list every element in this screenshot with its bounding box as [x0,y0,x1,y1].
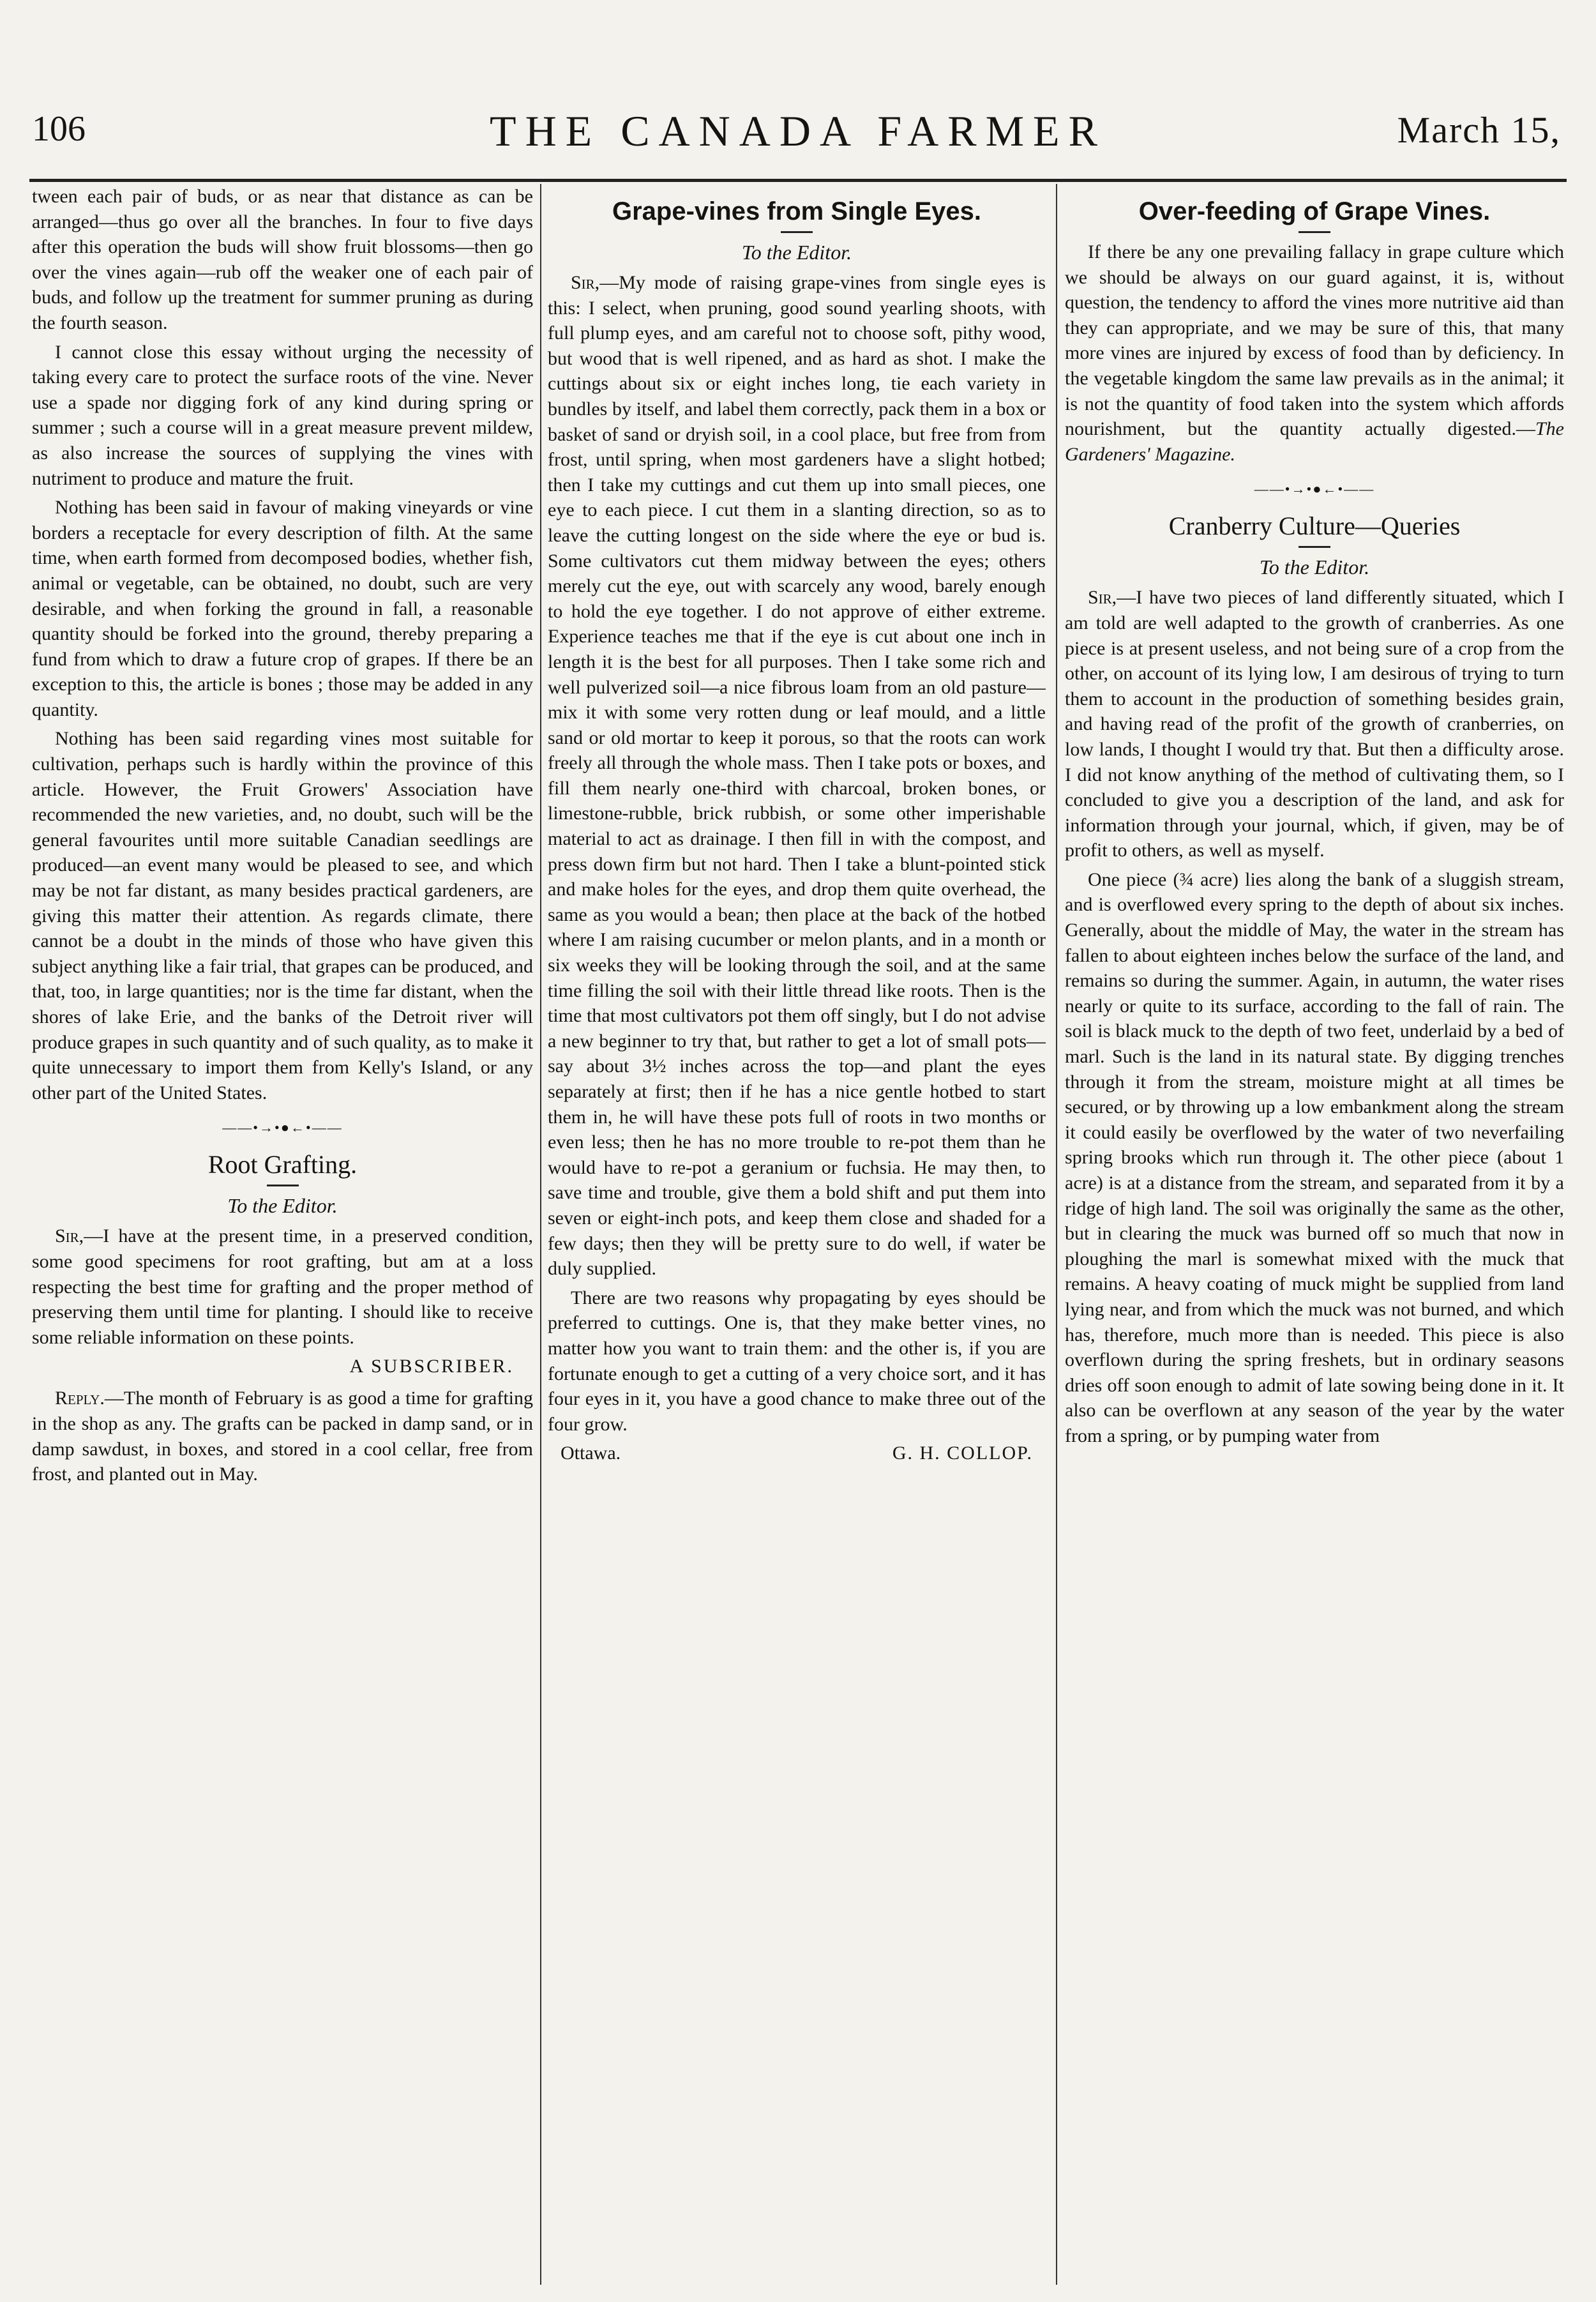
section-ornament: ——•→•●←•—— [1254,481,1375,497]
paragraph: tween each pair of buds, or as near that distance as can be arranged—thus go over all the branches. In four to five days after this operation the buds will show fruit blossoms—then go over the vines again—rub off the weaker one of each pair of buds, and follow up the treatment for summer pruning as during the fourth season. [32,186,533,333]
salutation: To the Editor. [741,241,852,264]
signature-row [561,1441,1033,1466]
paragraph [1065,239,1564,467]
article-heading-cranberry: Cranberry Culture—Queries [1168,511,1461,541]
reply-paragraph [32,1386,533,1487]
reply-lead: Reply. [55,1388,105,1409]
page-header [0,102,1596,172]
heading-rule [267,1185,299,1186]
article-heading-root-grafting: Root Grafting. [207,1150,358,1179]
letter-paragraph [32,1223,533,1350]
heading-rule [1299,546,1330,548]
header-rule [29,179,1567,182]
reply-body: —The month of February is as good a time for grafting in the shop as any. The grafts can be packed in damp sand, or in damp sawdust, in boxes, and stored in a cool cellar, free from frost, and planted out in May. [32,1388,533,1485]
paragraph-body: If there be any one prevailing fallacy in grape culture which we should be always on our guard against, it is, without question, the tendency to afford the vines more nutritive aid than they can appropriate, and we may be sure of this, that many more vines are injured by excess of food than by deficiency. In the vegetable kingdom the same law prevails as in the animal; it is not the quantity of food taken into the system which affords nourishment, but the quantity actually digested.— [1065,241,1564,440]
section-ornament: ——•→•●←•—— [222,1119,343,1136]
paragraph: One piece (¾ acre) lies along the bank of a sluggish stream, and is overflowed every spring to the depth of about six inches. Generally, about the middle of May, the water in the stream has fallen to about eighteen inches below the surface of the land, and remains so during the summer. Again, in autumn, the water rises nearly or quite to its surface, according to the fall of rain. The soil is black muck to the depth of two feet, underlaid by a bed of marl. Such is the land in its natural state. By digging trenches through it from the stream, moisture might at all times be secured, or by throwing up a low embankment along the stream it could easily be overflowed by the water of two neverfailing spring brooks which run through it. The other piece (about 1 acre) is at a distance from the stream, and separated from it by a ridge of high land. The soil was originally the same as the other, but in clearing the muck was burned off so much that now in ploughing the marl is somewhat mixed with the muck that remains. A heavy coating of muck might be supplied from land lying near, and from which the muck was not burned, and which has, therefore, much more than is needed. This piece is also overflown during the spring freshets, but in ordinary seasons dries off soon enough to admit of late sowing being done in it. It also can be overflown at any season of the year by the water from a spring, or by pumping water from [1065,868,1564,1446]
heading-rule [1299,231,1330,233]
column-divider-2 [1056,184,1057,2285]
source-citation: The Gardeners' Magazine. [1065,418,1564,465]
paragraph: I cannot close this essay without urging the necessity of taking every care to protect the surface roots of the vine. Never use a spade nor digging fork of any kind during spring or summer ; such a course will in a great measure prevent mildew, as also increase the sources of supplying the vines with nutriment to produce and mature the fruit. [32,341,533,489]
signature-place: Ottawa. [561,1443,621,1464]
column-1 [32,184,533,2285]
heading-rule [781,231,813,233]
paragraph: Nothing has been said in favour of making vineyards or vine borders a receptacle for every description of filth. At the same time, when earth formed from decomposed bodies, whether fish, animal or vegetable, can be obtained, no doubt, such are very desirable, and when forking the ground in fall, a reasonable quantity should be forked into the ground, thereby preparing a fund from which to draw a future crop of grapes. If there be an exception to this, the article is bones ; those may be added in any quantity. [32,497,533,720]
article-heading-over-feeding: Over-feeding of Grape Vines. [1138,197,1491,225]
letter-body: —I have at the present time, in a preserved condition, some good specimens for root grafting, but am at a loss respecting the best time for grafting and the proper method of preserving them until time for planting. I should like to receive some reliable information on these points. [32,1225,533,1348]
sir-lead: Sir, [55,1225,84,1247]
article-heading-grape-vines: Grape-vines from Single Eyes. [612,197,981,225]
salutation: To the Editor. [1259,556,1370,579]
signature: A SUBSCRIBER. [349,1356,514,1377]
page-number: 106 [32,109,86,149]
letter-paragraph [1065,585,1564,863]
salutation: To the Editor. [227,1194,338,1218]
issue-date: March 15, [1397,109,1561,151]
column-2 [548,184,1046,2285]
letter-body: —I have two pieces of land differently situated, which I am told are well adapted to the growth of cranberries. As one piece is at present useless, and not being sure of a crop from the other, on account of its lying low, I am desirous of trying to turn them to account in the production of something besides grain, and having read of the profit of the growth of cranberries, on low lands, I thought I would try that. But then a difficulty arose. I did not know anything of the method of cultivating them, so I concluded to give you a description of the land, and ask for information through your journal, which, if given, may be of profit to others, as well as myself. [1065,587,1564,861]
paragraph: Nothing has been said regarding vines most suitable for cultivation, perhaps such is hardly within the province of this article. However, the Fruit Growers' Association have recommended the new varieties, and, no doubt, such will be the general favourites until more suitable Canadian seedlings are produced—an event many would be pleased to see, and which may be not far distant, as many besides practical gardeners, are giving this matter their attention. As regards climate, there cannot be a doubt in the minds of those who have given this subject anything like a fair trial, that grapes can be produced, and that, too, in large quantities; nor is the time far distant, when the shores of lake Erie, and the banks of the Detroit river will produce grapes in such quantity and of such quality, as to make it quite unnecessary to import them from Kelly's Island, or any other part of the United States. [32,728,533,1103]
sir-lead: Sir, [571,272,600,293]
letter-body: —My mode of raising grape-vines from single eyes is this: I select, when pruning, good sound yearling shoots, with full plump eyes, and am careful not to choose soft, pithy wood, but wood that is well ripened, and as hard as shot. I make the cuttings about six or eight inches long, tie each variety in bundles by itself, and label them correctly, pack them in a box or basket of sand or dryish soil, in a cool place, but free from from frost, until spring, when most gardeners have a slight hotbed; then I take my cuttings and cut them up into small pieces, one eye to each piece. I cut them in a slanting direction, so as to leave the cutting longest on the side where the eye or bud is. Some cultivators cut them midway between the eyes; others merely cut the eye, out with scarcely any wood, barely enough to hold the eye together. I do not approve of either extreme. Experience teaches me that if the eye is cut about one inch in length it is the best for all purposes. Then I take some rich and well pulverized soil—a nice fibrous loam from an old pasture—mix it with some very rotten dung or leaf mould, and a little sand or old mortar to keep it porous, so that the roots can work freely all through the whole mass. Then I take pots or boxes, and fill them nearly one-third with charcoal, broken bones, or limestone-rubble, brick rubbish, or some other imperishable material to act as drainage. I then fill in with the compost, and press down firm but not hard. Then I take a blunt-pointed stick and make holes for the eyes, and drop them quite overhead, the same as you would a bean; then place at the back of the hotbed where I am raising cucumber or melon plants, and in a month or six weeks they will be looking through the soil, and at the same time filling the soil with their little thread like roots. Then is the time that most cultivators pot them off singly, but I do not advise a new beginner to try that, but rather to get a lot of small pots—say about 3½ inches across the top—and plant the eyes separately at first; then if he has a nice gentle hotbed to start them in, he will have these pots full of roots in two months or even less; then he has no more trouble to re-pot them than he would have to re-pot a geranium or fuchsia. He may then, to save time and trouble, give them a bold shift and put them into seven or eight-inch pots, and keep them close and shaded for a few days; then they will be pretty sure to do well, if water be duly supplied. [548,272,1046,1280]
sir-lead: Sir, [1088,587,1117,609]
paragraph: There are two reasons why propagating by eyes should be preferred to cuttings. One is, that they make better vines, no matter how you want to train them: and the other is, if you are fortunate enough to get a cutting of a very choice sort, and it has four eyes in it, you have a good chance to make three out of the four grow. [548,1287,1046,1435]
signature-name: G. H. COLLOP. [892,1443,1033,1464]
column-divider-1 [540,184,541,2285]
letter-paragraph [548,270,1046,1282]
newspaper-title: THE CANADA FARMER [490,107,1106,155]
column-3 [1065,184,1564,2285]
